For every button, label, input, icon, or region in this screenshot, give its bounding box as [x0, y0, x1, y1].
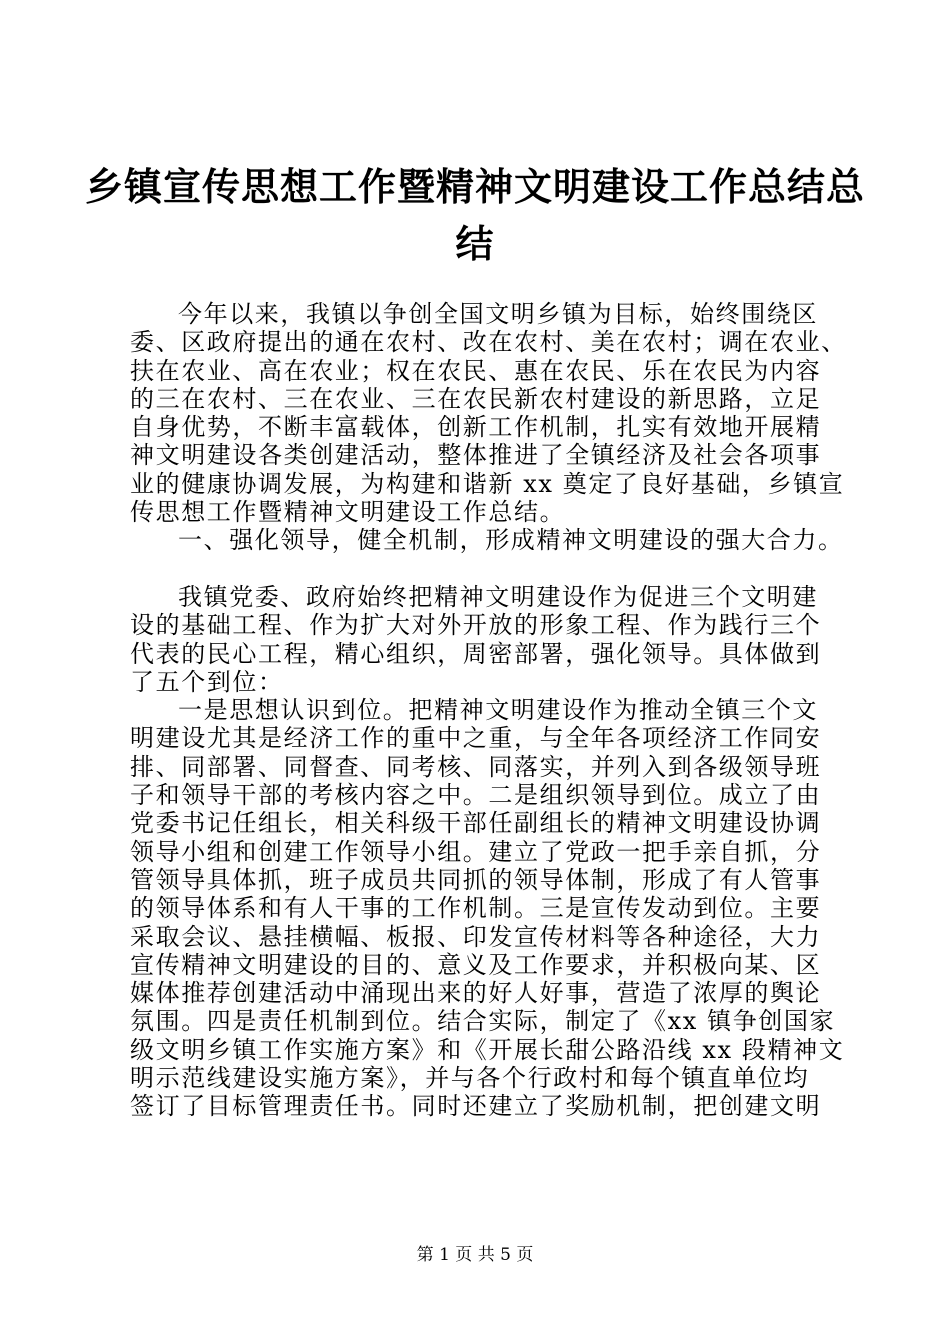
- body-line: 今年以来，我镇以争创全国文明乡镇为目标，始终围绕区: [178, 300, 818, 328]
- body-line: 我镇党委、政府始终把精神文明建设作为促进三个文明建: [178, 582, 818, 611]
- body-line: 管领导具体抓，班子成员共同抓的领导体制，形成了有人管事: [130, 865, 822, 894]
- body-line: 宣传精神文明建设的目的、意义及工作要求，并积极向某、区: [130, 950, 822, 979]
- page-footer: 第 1 页 共 5 页: [416, 1245, 534, 1265]
- body-line: 党委书记任组长，相关科级干部任副组长的精神文明建设协调: [130, 809, 822, 838]
- body-line: 代表的民心工程，精心组织，周密部署，强化领导。具体做到: [130, 639, 822, 668]
- body-line: 一是思想认识到位。把精神文明建设作为推动全镇三个文: [178, 696, 818, 725]
- body-line: 明示范线建设实施方案》，并与各个行政村和每个镇直单位均: [130, 1064, 810, 1093]
- section-heading: 一、强化领导，健全机制，形成精神文明建设的强大合力。: [178, 526, 844, 555]
- document-title-line-2: 结: [455, 221, 495, 266]
- body-line: 了五个到位：: [130, 667, 284, 696]
- body-line: 媒体推荐创建活动中涌现出来的好人好事，营造了浓厚的舆论: [130, 979, 822, 1008]
- body-line: 神文明建设各类创建活动，整体推进了全镇经济及社会各项事: [130, 441, 822, 470]
- body-line: 的领导体系和有人干事的工作机制。三是宣传发动到位。主要: [130, 894, 822, 923]
- body-line: 级文明乡镇工作实施方案》和《开展长甜公路沿线 xx 段精神文: [130, 1035, 845, 1064]
- body-line: 签订了目标管理责任书。同时还建立了奖励机制，把创建文明: [130, 1092, 822, 1121]
- body-line: 设的基础工程、作为扩大对外开放的形象工程、作为践行三个: [130, 611, 822, 640]
- blank-line: [130, 555, 850, 583]
- body-line: 委、区政府提出的通在农村、改在农村、美在农村；调在农业、: [130, 328, 847, 357]
- body-line: 明建设尤其是经济工作的重中之重，与全年各项经济工作同安: [130, 724, 822, 753]
- body-line: 的三在农村、三在农业、三在农民新农村建设的新思路，立足: [130, 384, 822, 413]
- body-line: 传思想工作暨精神文明建设工作总结。: [130, 498, 566, 527]
- body-line: 排、同部署、同督查、同考核、同落实，并列入到各级领导班: [130, 752, 822, 781]
- body-line: 领导小组和创建工作领导小组。建立了党政一把手亲自抓，分: [130, 837, 822, 866]
- document-body: [130, 300, 850, 1121]
- body-line: 扶在农业、高在农业；权在农民、惠在农民、乐在农民为内容: [130, 356, 822, 385]
- document-title-line-1: 乡镇宣传思想工作暨精神文明建设工作总结总: [84, 164, 865, 209]
- body-line: 子和领导干部的考核内容之中。二是组织领导到位。成立了由: [130, 781, 822, 810]
- body-line: 采取会议、悬挂横幅、板报、印发宣传材料等各种途径，大力: [130, 922, 822, 951]
- body-line: 自身优势，不断丰富载体，创新工作机制，扎实有效地开展精: [130, 413, 822, 442]
- body-line: 业的健康协调发展，为构建和谐新 xx 奠定了良好基础，乡镇宣: [130, 469, 845, 498]
- body-line: 氛围。四是责任机制到位。结合实际，制定了《xx 镇争创国家: [130, 1007, 836, 1036]
